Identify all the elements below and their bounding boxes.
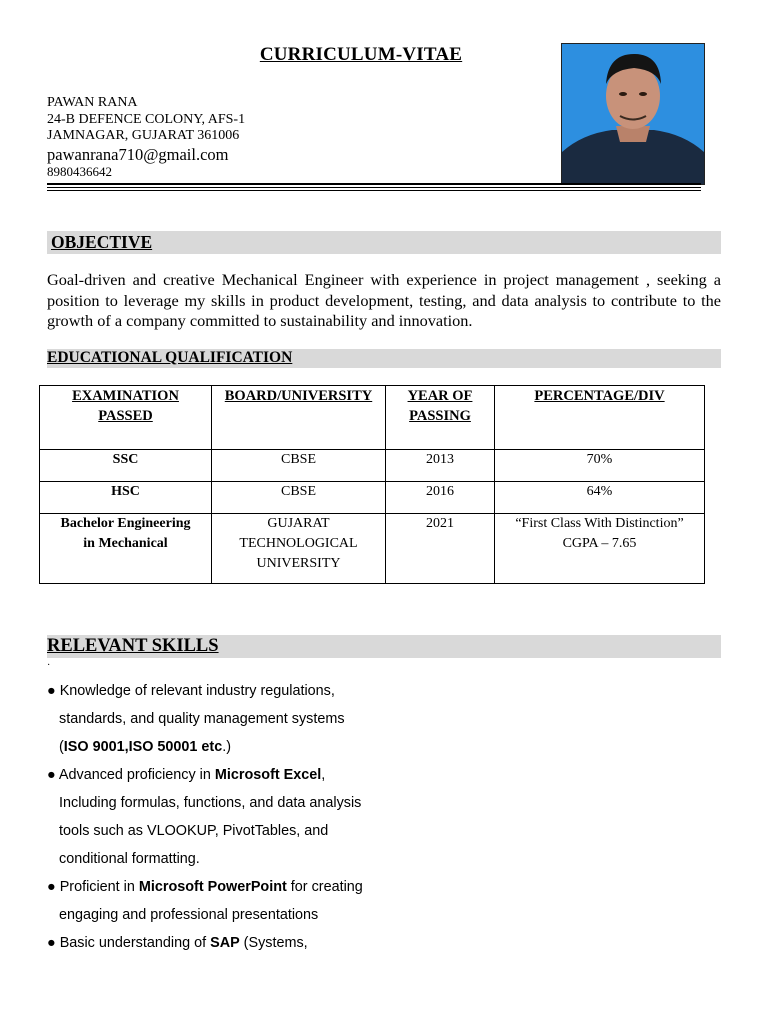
skill-line [47,851,200,867]
year-cell: 2013 [386,450,495,482]
address-line-2: JAMNAGAR, GUJARAT 361006 [47,128,240,143]
skill-line [47,711,345,727]
header-divider-middle [47,187,701,188]
skill-line [47,795,361,811]
skill-text: (Systems, [239,935,308,951]
year-cell: 2021 [386,514,495,584]
table-row [40,450,705,482]
skill-text: engaging and professional presentations [47,907,319,923]
result-cgpa: CGPA – 7.65 [562,536,637,551]
education-section-header [47,349,721,368]
skill-text: , [321,767,326,783]
result-cell: 70% [495,450,705,482]
skill-text: for creating [286,879,363,895]
skill-emphasis: ISO 9001,ISO 50001 etc [63,739,223,755]
skills-heading: RELEVANT SKILLS [47,636,219,656]
skill-emphasis: Microsoft PowerPoint [138,879,287,895]
year-cell: 2016 [386,482,495,514]
skill-line [47,823,328,839]
column-header-board: BOARD/UNIVERSITY [212,386,386,450]
candidate-name: PAWAN RANA [47,95,138,110]
objective-heading: OBJECTIVE [51,232,153,252]
objective-text: Goal-driven and creative Mechanical Engineer with experience in project management , seeking a position to leverage my skills in product development, testing, and data analysis to contribute to the growth of a company committed to sustainability and innovation. [47,270,721,330]
skill-emphasis: SAP [210,935,240,951]
phone-number: 8980436642 [47,164,112,179]
board-cell: GUJARAT TECHNOLOGICAL UNIVERSITY [212,514,386,584]
cv-title: CURRICULUM-VITAE [259,44,463,65]
column-header-percentage: PERCENTAGE/DIV [495,386,705,450]
column-header-exam: EXAMINATION PASSED [40,386,212,450]
skills-section-header [47,635,721,658]
skill-emphasis: Microsoft Excel [214,767,322,783]
skill-line [47,907,318,923]
skill-text: Including formulas, functions, and data analysis [47,795,362,811]
skill-text: ● Knowledge of relevant industry regulations, [47,683,335,699]
email: pawanrana710@gmail.com [47,145,229,164]
table-row [40,514,705,584]
skill-line [47,739,231,755]
board-cell: CBSE [212,450,386,482]
education-heading: EDUCATIONAL QUALIFICATION [47,349,293,366]
objective-section-header [47,231,721,254]
skill-line [47,767,325,783]
skill-text: ● Basic understanding of [47,935,211,951]
header-divider-bottom [47,190,701,191]
table-row [40,482,705,514]
education-table [39,385,705,584]
board-cell: CBSE [212,482,386,514]
skill-line [47,683,335,699]
column-header-year: YEAR OF PASSING [386,386,495,450]
skill-line [47,879,363,895]
address-line-1: 24-B DEFENCE COLONY, AFS-1 [47,112,246,127]
result-division: “First Class With Distinction” [515,516,684,531]
skill-text: ● Proficient in [47,879,139,895]
profile-photo [561,43,705,185]
skill-text: .) [222,739,231,755]
exam-cell: HSC [40,482,212,514]
skill-line [47,935,308,951]
skill-text: tools such as VLOOKUP, PivotTables, and [47,823,329,839]
result-cell: 64% [495,482,705,514]
exam-cell: Bachelor Engineering in Mechanical [40,514,212,584]
skill-text: ( [47,739,64,755]
skill-text: standards, and quality management systems [47,711,345,727]
header-divider-top [47,183,701,185]
table-header-row [40,386,705,450]
stray-mark: · [47,660,51,671]
result-cell [495,514,705,584]
skill-text: ● Advanced proficiency in [47,767,215,783]
exam-cell: SSC [40,450,212,482]
skill-text: conditional formatting. [47,851,200,867]
